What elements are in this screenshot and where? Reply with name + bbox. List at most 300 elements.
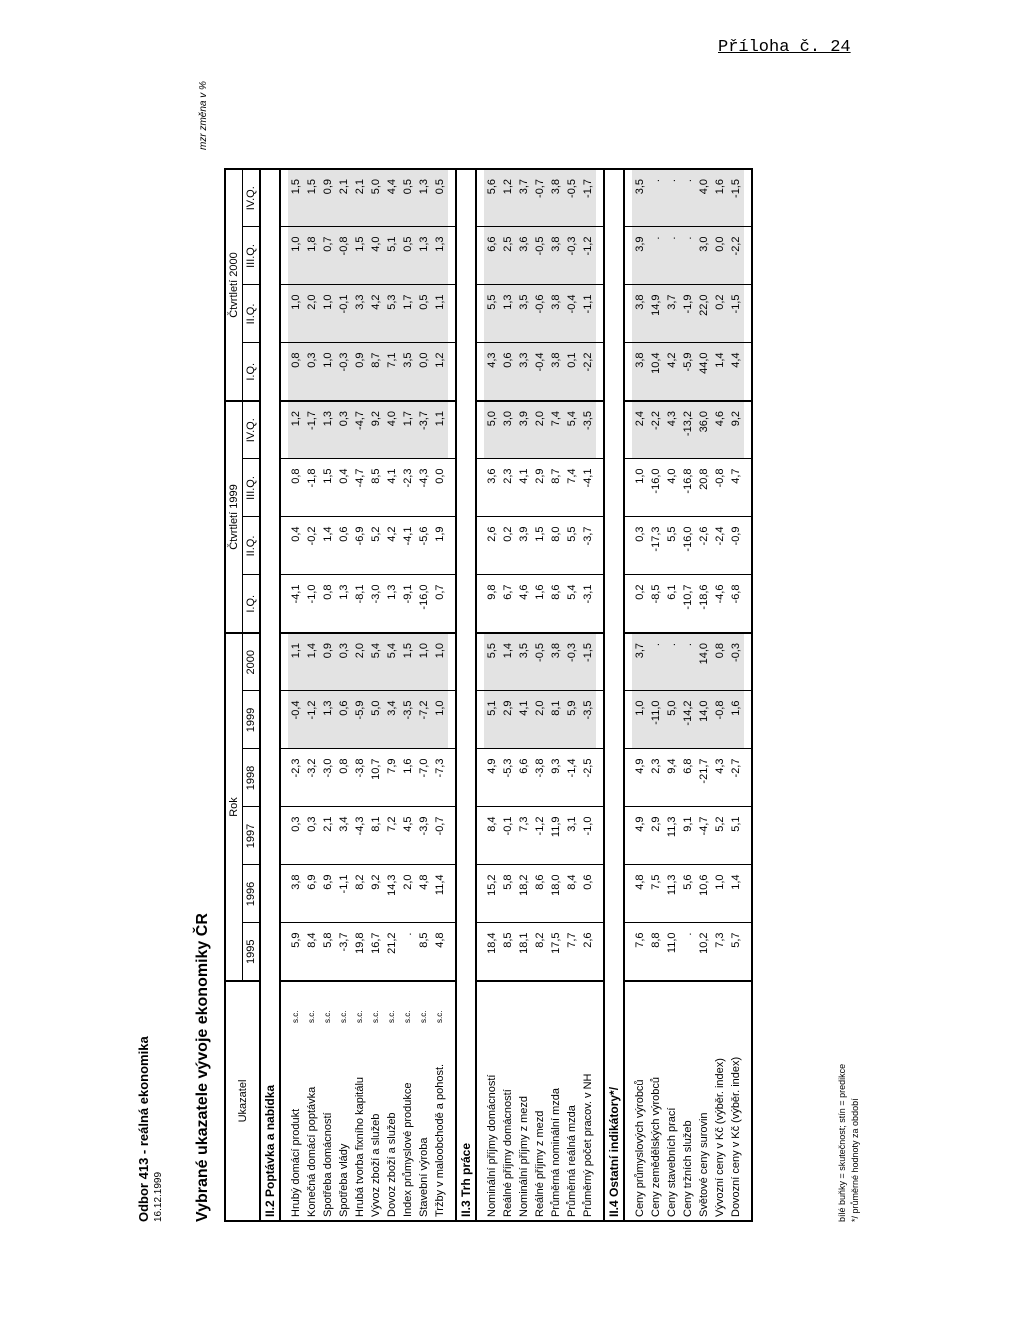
table-cell: .: [648, 633, 664, 691]
table-row: [432, 169, 448, 1221]
table-cell: 1,0: [320, 343, 336, 401]
table-cell: 17,5: [548, 923, 564, 981]
table-cell: .: [680, 169, 696, 227]
table-cell: 4,9: [632, 749, 648, 807]
header-quarter: I.Q.: [243, 343, 261, 401]
table-cell: 1,0: [416, 633, 432, 691]
table-cell: 0,6: [580, 865, 596, 923]
table-cell: 3,0: [500, 401, 516, 459]
table-cell: -4,7: [696, 807, 712, 865]
table-cell: 2,0: [352, 633, 368, 691]
table-cell: -0,8: [336, 227, 352, 285]
table-cell: 8,2: [532, 923, 548, 981]
table-cell: 2,0: [400, 865, 416, 923]
table-cell: 5,8: [500, 865, 516, 923]
table-cell: 1,5: [532, 517, 548, 575]
row-unit: [532, 981, 548, 1025]
table-cell: .: [680, 923, 696, 981]
spacer-row: [476, 169, 484, 1221]
table-cell: 5,0: [484, 401, 500, 459]
table-cell: 1,0: [632, 691, 648, 749]
table-cell: 0,5: [400, 169, 416, 227]
table-cell: 1,6: [728, 691, 744, 749]
table-cell: 5,5: [484, 633, 500, 691]
table-cell: 7,2: [384, 807, 400, 865]
table-cell: 4,8: [632, 865, 648, 923]
table-row: [564, 169, 580, 1221]
table-cell: 8,7: [548, 459, 564, 517]
document-date: 16.12.1999: [153, 1171, 164, 1222]
table-cell: -0,3: [336, 343, 352, 401]
table-cell: 2,1: [336, 169, 352, 227]
table-row: [648, 169, 664, 1221]
table-cell: 2,4: [632, 401, 648, 459]
table-cell: -2,2: [648, 401, 664, 459]
table-cell: 0,3: [336, 401, 352, 459]
table-cell: 3,8: [548, 633, 564, 691]
table-cell: 2,0: [532, 691, 548, 749]
table-cell: 1,2: [500, 169, 516, 227]
indicator-table: [224, 168, 753, 1222]
table-cell: 7,3: [712, 923, 728, 981]
table-cell: 9,8: [484, 575, 500, 633]
table-cell: 4,1: [516, 691, 532, 749]
header-year: 1996: [243, 865, 261, 923]
section-header: [260, 169, 280, 1221]
table-cell: -3,7: [416, 401, 432, 459]
table-cell: -4,6: [712, 575, 728, 633]
table-cell: 0,3: [288, 807, 304, 865]
table-cell: 0,7: [320, 227, 336, 285]
table-cell: 7,1: [384, 343, 400, 401]
table-row: [384, 169, 400, 1221]
table-cell: 3,1: [564, 807, 580, 865]
row-label: Hrubý domácí produkt: [290, 1108, 302, 1217]
table-cell: -8,1: [352, 575, 368, 633]
row-label: Nominální příjmy domácností: [486, 1074, 498, 1217]
table-cell: 0,8: [288, 459, 304, 517]
spacer-row: [744, 169, 752, 1221]
table-cell: -0,8: [712, 459, 728, 517]
table-cell: -0,1: [500, 807, 516, 865]
table-cell: 9,3: [548, 749, 564, 807]
table-cell: 1,6: [400, 749, 416, 807]
table-cell: 5,5: [564, 517, 580, 575]
table-cell: 21,2: [384, 923, 400, 981]
table-cell: 8,4: [484, 807, 500, 865]
table-cell: 4,2: [664, 343, 680, 401]
spacer-row: [280, 169, 288, 1221]
table-cell: 5,0: [664, 691, 680, 749]
table-row: [696, 169, 712, 1221]
table-cell: 4,5: [400, 807, 416, 865]
table-cell: 3,8: [632, 285, 648, 343]
row-label: Reálné příjmy domácností: [502, 1089, 514, 1217]
table-cell: 4,3: [484, 343, 500, 401]
table-cell: 11,3: [664, 865, 680, 923]
table-cell: 1,5: [352, 227, 368, 285]
table-cell: 2,3: [648, 749, 664, 807]
table-cell: 0,9: [352, 343, 368, 401]
table-cell: 5,1: [484, 691, 500, 749]
row-label: Vývozní ceny v Kč (výběr. index): [714, 1058, 726, 1217]
table-cell: 10,6: [696, 865, 712, 923]
table-cell: 1,4: [728, 865, 744, 923]
table-cell: -5,9: [680, 343, 696, 401]
table-cell: 3,8: [548, 227, 564, 285]
table-row: [304, 169, 320, 1221]
table-cell: 0,9: [320, 633, 336, 691]
spacer-row: [448, 169, 456, 1221]
table-cell: -3,0: [368, 575, 384, 633]
row-unit: [680, 981, 696, 1025]
table-cell: -14,2: [680, 691, 696, 749]
table-cell: 0,5: [416, 285, 432, 343]
table-cell: 4,8: [416, 865, 432, 923]
row-unit: [728, 981, 744, 1025]
table-cell: -2,2: [580, 343, 596, 401]
table-cell: -6,8: [728, 575, 744, 633]
table-cell: 5,4: [564, 401, 580, 459]
table-cell: 0,1: [564, 343, 580, 401]
table-cell: -16,0: [648, 459, 664, 517]
page-title: Vybrané ukazatele vývoje ekonomiky ČR: [194, 913, 211, 1222]
table-cell: 18,0: [548, 865, 564, 923]
table-cell: 5,5: [484, 285, 500, 343]
table-cell: 5,4: [384, 633, 400, 691]
table-cell: 8,6: [532, 865, 548, 923]
header-year: 2000: [243, 633, 261, 691]
table-cell: 9,4: [664, 749, 680, 807]
row-unit: [564, 981, 580, 1025]
annex-label: Příloha č. 24: [718, 38, 851, 57]
table-cell: 2,3: [500, 459, 516, 517]
table-cell: -0,3: [564, 633, 580, 691]
row-label: Dovozní ceny v Kč (výběr. index): [730, 1056, 742, 1217]
table-cell: .: [680, 633, 696, 691]
table-cell: 18,4: [484, 923, 500, 981]
table-cell: -3,9: [416, 807, 432, 865]
table-cell: 5,1: [728, 807, 744, 865]
header-quarter: II.Q.: [243, 517, 261, 575]
spacer-row: [596, 169, 604, 1221]
table-cell: 0,7: [432, 575, 448, 633]
table-cell: -1,0: [304, 575, 320, 633]
table-cell: 4,2: [368, 285, 384, 343]
table-cell: 4,0: [384, 401, 400, 459]
row-label: Ceny stavebních prací: [666, 1107, 678, 1217]
table-cell: 0,8: [288, 343, 304, 401]
header-quarter: III.Q.: [243, 227, 261, 285]
row-unit: [712, 981, 728, 1025]
table-cell: 1,0: [288, 285, 304, 343]
table-cell: 4,6: [516, 575, 532, 633]
table-row: [580, 169, 596, 1221]
table-cell: 1,5: [288, 169, 304, 227]
table-cell: 1,3: [320, 691, 336, 749]
table-cell: 0,2: [712, 285, 728, 343]
table-cell: 1,0: [432, 633, 448, 691]
table-cell: 4,0: [664, 459, 680, 517]
row-unit: [484, 981, 500, 1025]
table-cell: -2,6: [696, 517, 712, 575]
table-cell: 5,8: [320, 923, 336, 981]
table-cell: 7,7: [564, 923, 580, 981]
table-cell: -7,0: [416, 749, 432, 807]
table-cell: 3,5: [516, 285, 532, 343]
table-cell: 3,4: [384, 691, 400, 749]
table-cell: -1,5: [580, 633, 596, 691]
row-label: Průměrná reálná mzda: [566, 1105, 578, 1217]
table-cell: 8,8: [648, 923, 664, 981]
table-cell: -3,8: [352, 749, 368, 807]
table-cell: -2,4: [712, 517, 728, 575]
table-cell: 2,9: [532, 459, 548, 517]
table-cell: 5,2: [368, 517, 384, 575]
table-row: [548, 169, 564, 1221]
footnote: */ průměrné hodnoty za období: [850, 1098, 860, 1222]
table-cell: 0,6: [336, 517, 352, 575]
table-cell: 10,4: [648, 343, 664, 401]
header-quarter: III.Q.: [243, 459, 261, 517]
table-cell: 6,6: [484, 227, 500, 285]
table-cell: 20,8: [696, 459, 712, 517]
table-cell: -5,6: [416, 517, 432, 575]
table-cell: 1,2: [288, 401, 304, 459]
table-cell: -2,7: [728, 749, 744, 807]
table-cell: 5,9: [288, 923, 304, 981]
table-row: [416, 169, 432, 1221]
table-cell: 1,0: [320, 285, 336, 343]
header-year: 1995: [243, 923, 261, 981]
table-cell: 3,6: [484, 459, 500, 517]
table-cell: 3,8: [548, 169, 564, 227]
table-cell: 5,4: [564, 575, 580, 633]
table-cell: 1,9: [432, 517, 448, 575]
table-cell: 11,3: [664, 807, 680, 865]
table-cell: 6,6: [516, 749, 532, 807]
table-row: [728, 169, 744, 1221]
table-cell: 3,7: [664, 285, 680, 343]
table-cell: -0,3: [728, 633, 744, 691]
table-cell: .: [664, 169, 680, 227]
table-cell: 3,8: [548, 285, 564, 343]
header-year: 1999: [243, 691, 261, 749]
table-cell: -2,3: [288, 749, 304, 807]
table-cell: -4,1: [288, 575, 304, 633]
row-unit: [648, 981, 664, 1025]
table-cell: 5,7: [728, 923, 744, 981]
table-cell: 3,9: [516, 401, 532, 459]
row-label: Stavební výroba: [418, 1137, 430, 1217]
table-cell: -0,3: [564, 227, 580, 285]
table-cell: 0,0: [416, 343, 432, 401]
table-cell: 0,2: [632, 575, 648, 633]
table-cell: -4,7: [352, 459, 368, 517]
table-cell: -0,6: [532, 285, 548, 343]
table-cell: 1,5: [304, 169, 320, 227]
table-cell: 1,4: [500, 633, 516, 691]
table-cell: 4,3: [664, 401, 680, 459]
table-body: [260, 169, 752, 1221]
table-cell: 1,7: [400, 401, 416, 459]
table-cell: 3,0: [696, 227, 712, 285]
table-cell: -2,5: [580, 749, 596, 807]
table-cell: 1,0: [712, 865, 728, 923]
table-cell: -5,3: [500, 749, 516, 807]
table-cell: 4,4: [384, 169, 400, 227]
table-cell: 5,1: [384, 227, 400, 285]
table-cell: -1,8: [304, 459, 320, 517]
row-unit: s.c.: [403, 1010, 412, 1023]
table-cell: 0,3: [304, 343, 320, 401]
table-cell: -1,2: [580, 227, 596, 285]
spacer-row: [624, 169, 632, 1221]
table-cell: -16,0: [680, 517, 696, 575]
table-cell: 8,7: [368, 343, 384, 401]
table-cell: 11,4: [432, 865, 448, 923]
table-cell: -3,7: [336, 923, 352, 981]
row-label: Ceny tržních služeb: [682, 1120, 694, 1217]
table-cell: 4,8: [432, 923, 448, 981]
table-cell: 1,5: [400, 633, 416, 691]
table-cell: 8,5: [500, 923, 516, 981]
table-cell: 5,2: [712, 807, 728, 865]
table-cell: 2,6: [580, 923, 596, 981]
table-cell: 0,3: [336, 633, 352, 691]
table-cell: 0,8: [320, 575, 336, 633]
table-cell: -1,5: [728, 169, 744, 227]
row-unit: [664, 981, 680, 1025]
table-cell: -2,3: [400, 459, 416, 517]
table-cell: 4,7: [728, 459, 744, 517]
header-quarter: IV.Q.: [243, 401, 261, 459]
table-cell: 3,8: [548, 343, 564, 401]
table-cell: 0,3: [632, 517, 648, 575]
section-header: [456, 169, 476, 1221]
table-cell: 2,5: [500, 227, 516, 285]
row-label: Tržby v maloobchodě a pohost.: [434, 1063, 446, 1217]
table-cell: -16,8: [680, 459, 696, 517]
table-cell: 4,1: [384, 459, 400, 517]
table-cell: -0,5: [532, 633, 548, 691]
table-cell: 7,3: [516, 807, 532, 865]
table-cell: 0,0: [712, 227, 728, 285]
table-cell: 7,4: [564, 459, 580, 517]
table-row: [336, 169, 352, 1221]
table-row: [288, 169, 304, 1221]
table-cell: 11,9: [548, 807, 564, 865]
table-cell: -1,4: [564, 749, 580, 807]
table-row: [632, 169, 648, 1221]
table-row: [484, 169, 500, 1221]
table-cell: -0,4: [564, 285, 580, 343]
table-cell: 4,4: [728, 343, 744, 401]
table-cell: -0,8: [712, 691, 728, 749]
row-label: Konečná domácí poptávka: [306, 1086, 318, 1217]
row-label: Průměrný počet pracov. v NH: [582, 1073, 594, 1217]
table-cell: 14,3: [384, 865, 400, 923]
table-cell: 7,6: [632, 923, 648, 981]
table-cell: 3,6: [516, 227, 532, 285]
table-row: [712, 169, 728, 1221]
table-cell: 16,7: [368, 923, 384, 981]
table-cell: 0,9: [320, 169, 336, 227]
table-cell: -0,7: [432, 807, 448, 865]
row-unit: s.c.: [419, 1010, 428, 1023]
table-cell: 8,1: [548, 691, 564, 749]
table-cell: -10,7: [680, 575, 696, 633]
table-cell: .: [648, 227, 664, 285]
table-cell: -3,5: [400, 691, 416, 749]
table-cell: -1,9: [680, 285, 696, 343]
table-cell: -0,9: [728, 517, 744, 575]
table-cell: -0,7: [532, 169, 548, 227]
row-unit: [696, 981, 712, 1025]
table-cell: 2,9: [500, 691, 516, 749]
table-cell: 3,9: [632, 227, 648, 285]
table-cell: 1,3: [320, 401, 336, 459]
table-cell: 5,6: [484, 169, 500, 227]
table-cell: -1,7: [304, 401, 320, 459]
table-cell: 1,1: [432, 401, 448, 459]
table-cell: 1,0: [288, 227, 304, 285]
section-title: II.4 Ostatní indikátory*/: [604, 169, 624, 1221]
table-cell: -1,2: [532, 807, 548, 865]
table-row: [352, 169, 368, 1221]
header-year: 1997: [243, 807, 261, 865]
table-cell: .: [400, 923, 416, 981]
row-unit: [632, 981, 648, 1025]
table-cell: 3,5: [400, 343, 416, 401]
table-cell: 3,7: [516, 169, 532, 227]
table-cell: 4,6: [712, 401, 728, 459]
header-q2000-group: Čtvrtletí 2000: [225, 169, 243, 401]
table-cell: 9,2: [368, 865, 384, 923]
table-cell: -1,0: [580, 807, 596, 865]
table-cell: 0,8: [336, 749, 352, 807]
header-quarter: IV.Q.: [243, 169, 261, 227]
table-cell: 2,0: [532, 401, 548, 459]
table-cell: -11,0: [648, 691, 664, 749]
table-cell: 3,9: [516, 517, 532, 575]
table-cell: 1,1: [432, 285, 448, 343]
table-cell: 5,6: [680, 865, 696, 923]
table-cell: -5,9: [352, 691, 368, 749]
row-label: Dovoz zboží a služeb: [386, 1112, 398, 1217]
table-cell: -3,5: [580, 401, 596, 459]
table-cell: .: [664, 633, 680, 691]
unit-note: mzr změna v %: [198, 81, 209, 150]
table-cell: 7,5: [648, 865, 664, 923]
table-cell: 5,4: [368, 633, 384, 691]
table-cell: 8,0: [548, 517, 564, 575]
table-cell: 44,0: [696, 343, 712, 401]
table-cell: 4,3: [712, 749, 728, 807]
table-cell: 1,3: [384, 575, 400, 633]
table-cell: 14,0: [696, 691, 712, 749]
table-cell: 1,4: [304, 633, 320, 691]
table-cell: 1,3: [432, 227, 448, 285]
row-unit: s.c.: [291, 1010, 300, 1023]
table-cell: 1,8: [304, 227, 320, 285]
table-cell: 2,6: [484, 517, 500, 575]
footnote: bílé buňky = skutečnost; stín = predikce: [837, 1063, 847, 1222]
table-cell: 14,9: [648, 285, 664, 343]
table-cell: 19,8: [352, 923, 368, 981]
table-cell: 1,2: [432, 343, 448, 401]
table-cell: -9,1: [400, 575, 416, 633]
